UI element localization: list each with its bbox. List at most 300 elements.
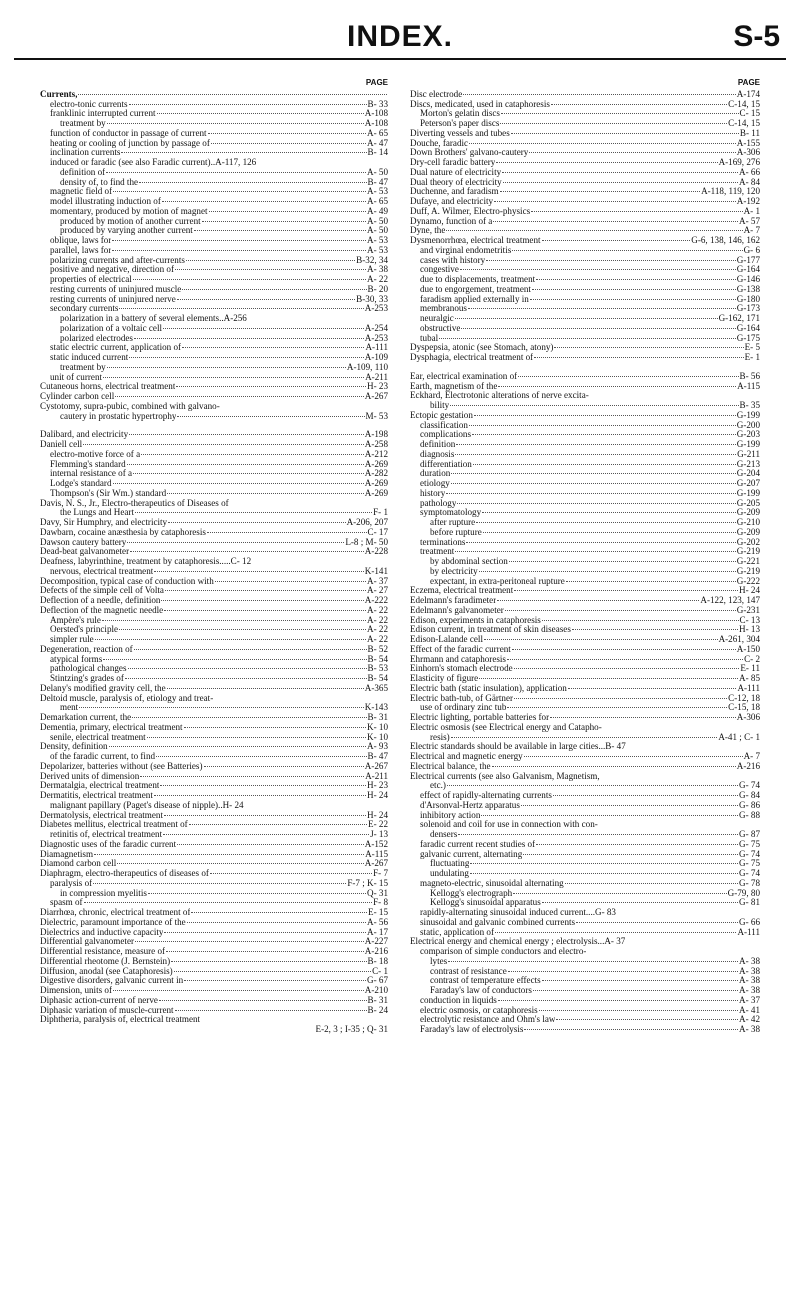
dot-leader	[536, 279, 736, 280]
entry-term: Edelmann's faradimeter	[410, 596, 497, 605]
dot-leader	[107, 123, 364, 124]
entry-term: Eckhard, Electrotonic alterations of nerve excita-	[410, 391, 589, 401]
dot-leader	[166, 951, 364, 952]
entry-term: magnetic field of	[50, 187, 113, 197]
dot-leader	[134, 649, 367, 650]
dot-leader	[505, 610, 736, 611]
index-entry	[410, 139, 760, 149]
index-entry	[40, 791, 388, 801]
entry-page-ref: A- 50	[367, 225, 388, 236]
index-entry	[40, 869, 388, 879]
dot-leader	[556, 1019, 738, 1020]
index-entry	[410, 694, 760, 704]
entry-page-ref: G- 74	[739, 848, 760, 859]
dot-leader	[551, 104, 727, 105]
dot-leader	[455, 454, 736, 455]
dot-leader	[494, 201, 736, 202]
entry-term: senile, electrical treatment	[50, 732, 146, 742]
entry-term: Dawson cautery battery	[40, 537, 127, 547]
entry-page-ref: G-138	[736, 283, 760, 294]
entry-term: Elasticity of figure	[410, 674, 479, 683]
dot-leader	[128, 668, 367, 669]
dot-leader	[451, 737, 718, 738]
index-entry	[40, 976, 388, 986]
dot-leader	[457, 503, 735, 504]
entry-term: Electric lighting, portable batteries for	[410, 713, 550, 722]
dot-leader	[482, 512, 736, 513]
entry-page-ref: C- 17	[367, 526, 388, 537]
dot-leader	[484, 639, 718, 640]
entry-page-ref: C- 13	[739, 614, 760, 625]
index-entry	[410, 275, 760, 285]
dot-leader	[576, 922, 738, 923]
index-entry	[40, 119, 388, 129]
entry-page-ref: A- 22	[367, 624, 388, 635]
entry-term: simpler rule	[50, 635, 94, 644]
index-entry	[40, 489, 388, 499]
entry-page-ref: G-222	[736, 575, 760, 586]
entry-page-ref: A- 93	[367, 741, 388, 752]
entry-term: Electrical energy and chemical energy ; electrolysis...A- 37	[410, 937, 626, 947]
dot-leader	[112, 240, 366, 241]
dot-leader	[191, 912, 367, 913]
dot-leader	[542, 620, 739, 621]
index-entry	[410, 547, 760, 557]
dot-leader	[474, 415, 736, 416]
entry-page-ref: G-231	[736, 604, 760, 615]
entry-page-ref: A- 49	[367, 205, 388, 216]
entry-page-ref: H- 23	[367, 780, 388, 791]
dot-leader	[168, 522, 345, 523]
entry-term: Electric standards should be available in large cities...B- 47	[410, 742, 626, 752]
entry-term: Dead-beat galvanometer	[40, 547, 130, 557]
entry-term: due to engorgement, treatment	[420, 284, 531, 294]
dot-leader	[498, 1000, 738, 1001]
index-entry	[40, 479, 388, 489]
entry-page-ref: G-175	[736, 332, 760, 343]
entry-term: Depolarizer, batteries without (see Batteries)	[40, 761, 203, 771]
dot-leader	[476, 522, 736, 523]
dot-leader	[165, 590, 366, 591]
entry-page-ref: H- 24	[367, 790, 388, 800]
entry-page-ref: A- 53	[367, 244, 388, 255]
dot-leader	[518, 376, 738, 377]
entry-page-ref: E- 1	[744, 352, 760, 362]
entry-term: Electrical balance, the	[410, 761, 491, 771]
dot-leader	[171, 961, 366, 962]
index-entry	[410, 567, 760, 577]
index-entry	[40, 528, 388, 538]
dot-leader	[509, 561, 736, 562]
entry-page-ref: F- 8	[373, 897, 388, 908]
entry-term: density of, to find the	[60, 177, 139, 187]
dot-leader	[164, 932, 366, 933]
entry-page-ref: G- 75	[739, 838, 760, 849]
entry-page-ref: K- 10	[367, 731, 388, 742]
index-entry	[40, 129, 388, 139]
entry-page-ref: B- 52	[367, 643, 388, 654]
entry-term: Earth, magnetism of the	[410, 381, 498, 391]
entry-term: Daniell cell	[40, 440, 83, 449]
page-header	[0, 18, 800, 58]
dot-leader	[156, 756, 366, 757]
dot-leader	[553, 795, 738, 796]
dot-leader	[106, 172, 366, 173]
entry-term: due to displacements, treatment	[420, 275, 536, 284]
index-entry	[410, 518, 760, 528]
entry-page-ref: A- 27	[367, 585, 388, 596]
dot-leader	[135, 941, 364, 942]
entry-term: Dermatitis, electrical treatment	[40, 791, 153, 800]
index-entry	[410, 606, 760, 616]
entry-term: by abdominal section	[430, 557, 508, 566]
entry-page-ref: G- 66	[739, 916, 760, 927]
page-title: INDEX.	[346, 20, 454, 53]
dot-leader	[164, 610, 366, 611]
dot-leader	[448, 961, 738, 962]
index-entry	[40, 723, 388, 733]
dot-leader	[479, 678, 738, 679]
index-entry	[40, 217, 388, 227]
index-entry	[410, 411, 760, 421]
entry-page-ref: G- 6	[743, 244, 760, 255]
dot-leader	[503, 182, 738, 183]
index-entry	[410, 733, 760, 743]
entry-page-ref: C-14, 15	[728, 98, 760, 109]
entry-term: Davis, N. S., Jr., Electro-therapeutics of Diseases of	[40, 498, 229, 508]
entry-page-ref: H- 24	[739, 585, 760, 596]
index-entry	[410, 334, 760, 344]
dot-leader	[113, 191, 366, 192]
entry-page-ref: G-199	[736, 409, 760, 420]
dot-leader	[184, 727, 366, 728]
index-entry	[410, 440, 760, 450]
dot-leader	[524, 756, 743, 757]
dot-leader	[455, 318, 718, 319]
entry-page-ref: A- 7	[743, 751, 760, 761]
entry-page-ref: A- 22	[367, 634, 388, 644]
index-entry	[40, 811, 388, 821]
entry-page-ref: A-210	[364, 985, 388, 995]
dot-leader	[521, 805, 738, 806]
index-entry	[410, 859, 760, 869]
dot-leader	[78, 94, 387, 95]
entry-page-ref: A- 38	[739, 975, 760, 986]
entry-term: Deflection of a needle, definition	[40, 596, 161, 605]
entry-term: neuralgic	[420, 314, 454, 323]
index-entry	[410, 343, 760, 353]
index-entry	[40, 1025, 388, 1035]
index-entry	[40, 148, 388, 158]
dot-leader	[189, 824, 367, 825]
entry-page-ref: A-222	[364, 595, 388, 605]
index-entry	[410, 265, 760, 275]
entry-term: etiology	[420, 479, 450, 488]
entry-term: parallel, laws for	[50, 245, 112, 255]
index-entry	[40, 850, 388, 860]
entry-page-ref: A- 57	[739, 215, 760, 226]
dot-leader	[79, 707, 364, 708]
dot-leader	[451, 473, 735, 474]
dot-leader	[466, 542, 735, 543]
entry-page-ref: A- 65	[367, 196, 388, 206]
dot-leader	[177, 844, 364, 845]
dot-leader	[523, 854, 738, 855]
entry-page-ref: J- 13	[370, 829, 388, 839]
dot-leader	[177, 416, 364, 417]
index-entry	[410, 285, 760, 295]
dot-leader	[492, 766, 736, 767]
entry-page-ref: A-211	[365, 371, 388, 382]
entry-term: Flemming's standard	[50, 459, 126, 469]
index-entry	[40, 499, 388, 509]
index-entry	[40, 275, 388, 285]
entry-page-ref: A- 84	[739, 176, 760, 187]
entry-term: spasm of	[50, 898, 83, 908]
index-entry	[410, 772, 760, 782]
index-entry	[410, 908, 760, 918]
entry-term: Deflection of the magnetic needle	[40, 605, 164, 615]
dot-leader	[514, 668, 740, 669]
index-entry	[410, 479, 760, 489]
dot-leader	[147, 737, 366, 738]
index-entry	[410, 664, 760, 674]
entry-page-ref: C-14, 15	[728, 118, 760, 128]
entry-term: properties of electrical	[50, 275, 132, 284]
entry-page-ref: B- 20	[367, 283, 388, 294]
entry-term: electro-motive force of a	[50, 449, 141, 459]
entry-term: galvanic current, alternating	[420, 849, 523, 859]
dot-leader	[167, 493, 364, 494]
entry-page-ref: A-169, 276	[718, 157, 760, 167]
dot-leader	[539, 1010, 738, 1011]
entry-page-ref: A- 56	[367, 916, 388, 927]
entry-term: tubal	[420, 333, 439, 343]
entry-term: solenoid and coil for use in connection with con-	[420, 820, 598, 830]
entry-term: Ear, electrical examination of	[410, 371, 518, 381]
entry-page-ref: A-111	[737, 926, 760, 937]
entry-term: by electricity	[430, 566, 478, 576]
dot-leader	[511, 133, 739, 134]
dot-leader	[483, 532, 736, 533]
entry-term: diagnosis	[420, 449, 455, 459]
entry-term: Electric osmosis (see Electrical energy and Catapho-	[410, 722, 602, 732]
index-entry	[410, 781, 760, 791]
index-entry	[410, 421, 760, 431]
index-entry	[410, 762, 760, 772]
index-entry	[410, 557, 760, 567]
dot-leader	[508, 971, 738, 972]
entry-term: Differential rheotome (J. Bernstein)	[40, 956, 171, 966]
index-entry	[410, 840, 760, 850]
entry-term: electrolytic resistance and Ohm's law	[420, 1015, 556, 1025]
dot-leader	[208, 133, 366, 134]
index-entry	[40, 373, 388, 383]
index-entry	[40, 100, 388, 110]
index-entry	[40, 713, 388, 723]
dot-leader	[468, 308, 736, 309]
index-entry	[40, 304, 388, 314]
index-entry	[40, 1006, 388, 1016]
dot-leader	[458, 834, 738, 835]
dot-leader	[157, 113, 364, 114]
dot-leader	[103, 377, 364, 378]
entry-page-ref: A- 53	[367, 186, 388, 197]
dot-leader	[500, 191, 700, 192]
index-entry	[410, 109, 760, 119]
dot-leader	[215, 581, 366, 582]
index-entry	[410, 928, 760, 938]
entry-page-ref: A-111	[365, 342, 388, 353]
entry-term: Kellogg's sinusoidal apparatus	[430, 898, 541, 908]
entry-term: static induced current	[50, 353, 129, 362]
entry-term: Eczema, electrical treatment	[410, 586, 514, 596]
index-entry	[410, 811, 760, 821]
entry-page-ref: A- 7	[743, 225, 760, 236]
index-entry	[410, 187, 760, 197]
entry-page-ref: A- 38	[739, 965, 760, 976]
dot-leader	[455, 551, 735, 552]
entry-page-ref: B- 33	[367, 98, 388, 109]
entry-page-ref: A-269	[364, 478, 388, 488]
dot-leader	[84, 902, 373, 903]
entry-term: Ectopic gestation	[410, 410, 473, 420]
index-entry	[40, 256, 388, 266]
index-entry	[40, 655, 388, 665]
entry-term: Stintzing's grades of	[50, 674, 124, 683]
index-entry	[410, 246, 760, 256]
entry-term: Diarrhœa, chronic, electrical treatment of	[40, 908, 191, 917]
header-rule	[14, 58, 786, 60]
index-entry	[410, 947, 760, 957]
dot-leader	[119, 629, 366, 630]
index-entry	[410, 469, 760, 479]
entry-term: Edison current, in treatment of skin diseases	[410, 625, 571, 635]
entry-term: Differential resistance, measure of	[40, 947, 166, 956]
dot-leader	[140, 776, 364, 777]
dot-leader	[112, 250, 366, 251]
entry-term: Differential galvanometer	[40, 937, 135, 947]
entry-page-ref: A-150	[736, 643, 760, 654]
entry-page-ref: A- 37	[739, 994, 760, 1005]
entry-term: differentiation	[420, 459, 472, 469]
entry-page-ref: A-267	[364, 760, 388, 771]
entry-page-ref: C-15, 18	[728, 702, 760, 713]
index-entry	[40, 187, 388, 197]
dot-leader	[103, 659, 366, 660]
entry-term: duration	[420, 469, 451, 479]
entry-page-ref: G-219	[736, 546, 760, 557]
dot-leader	[542, 240, 691, 241]
dot-leader	[534, 357, 743, 358]
index-entry	[40, 90, 388, 100]
entry-page-ref: A- 22	[367, 614, 388, 625]
entry-page-ref: A- 17	[367, 926, 388, 937]
entry-term: Dufaye, and electricity	[410, 197, 494, 206]
entry-term: internal resistance of a	[50, 469, 133, 479]
entry-term: Dyspepsia, atonic (see Stomach, atony)	[410, 343, 554, 353]
index-entry	[410, 119, 760, 129]
dot-leader	[479, 571, 736, 572]
dot-leader	[182, 347, 364, 348]
dot-leader	[524, 1029, 738, 1030]
index-entry	[40, 1015, 388, 1025]
index-entry	[40, 996, 388, 1006]
dot-leader	[507, 707, 727, 708]
entry-page-ref: A-227	[364, 936, 388, 947]
entry-page-ref: G-180	[736, 293, 760, 304]
entry-page-ref: B- 47	[367, 751, 388, 761]
entry-term: contrast of temperature effects	[430, 976, 541, 986]
entry-term: sinusoidal and galvanic combined currents	[420, 917, 576, 927]
entry-page-ref: A-216	[364, 946, 388, 956]
entry-page-ref: K- 10	[367, 721, 388, 732]
dot-leader	[175, 269, 366, 270]
entry-page-ref: B- 53	[367, 663, 388, 674]
entry-term: Down Brothers' galvano-cautery	[410, 148, 529, 158]
entry-page-ref: G-162, 171	[718, 313, 760, 323]
entry-term: after rupture	[430, 518, 476, 527]
dot-leader	[109, 746, 366, 747]
entry-term: Effect of the faradic current	[410, 644, 511, 654]
entry-page-ref: A-267	[364, 858, 388, 869]
dot-leader	[119, 308, 363, 309]
index-entry	[40, 967, 388, 977]
entry-term: Dyne, the	[410, 226, 446, 236]
entry-page-ref: B- 54	[367, 673, 388, 683]
entry-page-ref: A-109	[364, 352, 388, 362]
index-entry	[410, 820, 760, 830]
entry-term: Cutaneous horns, electrical treatment	[40, 382, 176, 392]
index-column-right	[410, 78, 760, 1035]
entry-term: Electrical and magnetic energy	[410, 752, 523, 761]
dot-leader	[107, 367, 346, 368]
index-entry	[40, 469, 388, 479]
index-entry	[40, 285, 388, 295]
entry-page-ref: G-209	[736, 526, 760, 537]
entry-page-ref: A-254	[364, 322, 388, 333]
entry-page-ref: C- 2	[744, 653, 760, 664]
entry-term: congestive	[420, 265, 459, 275]
entry-term: history	[420, 488, 446, 498]
entry-page-ref: A-192	[736, 196, 760, 206]
entry-term: heating or cooling of junction by passage of	[50, 138, 210, 148]
dot-leader	[174, 971, 371, 972]
entry-page-ref: E- 22	[368, 819, 388, 830]
entry-page-ref: G-164	[736, 322, 760, 333]
index-entry	[40, 859, 388, 869]
index-entry	[410, 986, 760, 996]
index-entry	[40, 772, 388, 782]
index-entry	[410, 207, 760, 217]
index-entry	[40, 567, 388, 577]
index-entry	[410, 723, 760, 733]
index-entry	[40, 957, 388, 967]
index-entry	[410, 1015, 760, 1025]
dot-leader	[502, 172, 738, 173]
dot-leader	[450, 405, 738, 406]
entry-term: resting currents of uninjured nerve	[50, 294, 176, 304]
entry-page-ref: B- 31	[367, 712, 388, 722]
entry-page-ref: G-202	[736, 536, 760, 547]
index-entry	[410, 129, 760, 139]
dot-leader	[210, 873, 372, 874]
dot-leader	[533, 990, 738, 991]
dot-leader	[127, 542, 344, 543]
dot-leader	[121, 152, 366, 153]
dot-leader	[507, 659, 743, 660]
index-entry	[40, 382, 388, 392]
